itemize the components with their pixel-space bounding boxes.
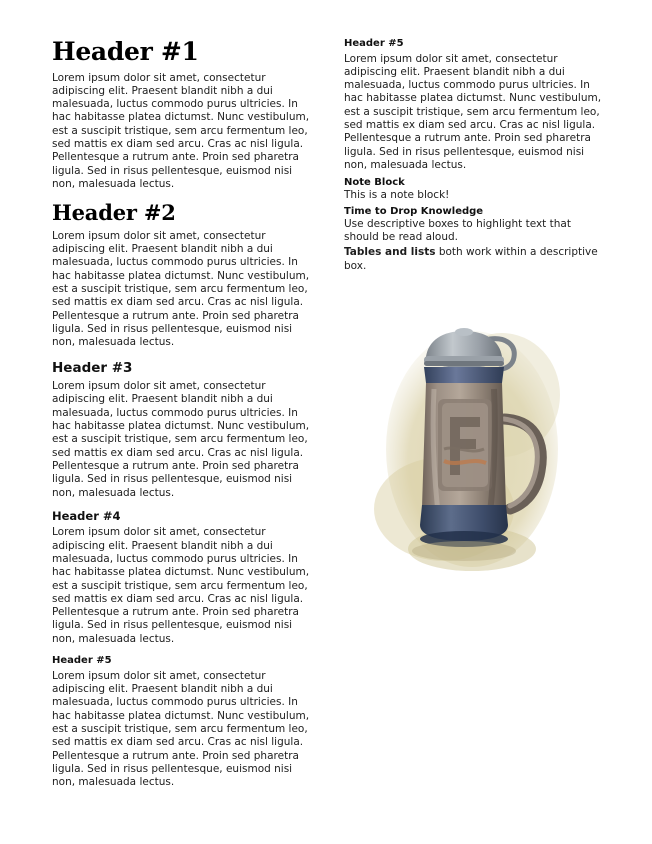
descriptive-block-bold-lead: Tables and lists [344, 246, 436, 259]
heading-2: Header #2 [52, 200, 176, 226]
two-column-layout [52, 38, 608, 814]
descriptive-block-rest: both work within a descriptive box. [344, 246, 598, 272]
beer-stein-illustration [344, 299, 608, 599]
descriptive-block-title: Time to Drop Knowledge [344, 205, 484, 217]
paragraph-5: Lorem ipsum dolor sit amet, consectetur adipiscing elit. Praesent blandit nibh a dui malesuada, luctus commodo purus ultricies. In hac habitasse platea dictumst. Nunc vestibulum, est a suscipit tristique, sem arcu fermentum leo, sed mattis ex diam sed arcu. Cras ac nisl ligula. Pellentesque a rutrum ante. Proin sed pharetra ligula. Sed in risus pellentesque, euismod nisi non, malesuada lectus. [52, 669, 310, 789]
right-heading-5: Header #5 [344, 38, 404, 49]
page-title: Header #1 [52, 37, 199, 66]
heading-5: Header #5 [52, 655, 112, 667]
right-column [344, 38, 608, 814]
heading-4: Header #4 [52, 508, 121, 523]
descriptive-block-text: Use descriptive boxes to highlight text that should be read aloud. [344, 217, 571, 244]
paragraph-2: Lorem ipsum dolor sit amet, consectetur adipiscing elit. Praesent blandit nibh a dui malesuada, luctus commodo purus ultricies. In hac habitasse platea dictumst. Nunc vestibulum, est a suscipit tristique, sem arcu fermentum leo, sed mattis ex diam sed arcu. Cras ac nisl ligula. Pellentesque a rutrum ante. Proin sed pharetra ligula. Sed in risus pellentesque, euismod nisi non, malesuada lectus. [52, 229, 310, 349]
note-block-title: Note Block [344, 177, 405, 189]
left-column [52, 38, 316, 814]
paragraph-3: Lorem ipsum dolor sit amet, consectetur adipiscing elit. Praesent blandit nibh a dui malesuada, luctus commodo purus ultricies. In hac habitasse platea dictumst. Nunc vestibulum, est a suscipit tristique, sem arcu fermentum leo, sed mattis ex diam sed arcu. Cras ac nisl ligula. Pellentesque a rutrum ante. Proin sed pharetra ligula. Sed in risus pellentesque, euismod nisi non, malesuada lectus. [52, 380, 310, 499]
heading-3: Header #3 [52, 359, 133, 376]
right-paragraph: Lorem ipsum dolor sit amet, consectetur adipiscing elit. Praesent blandit nibh a dui malesuada, luctus commodo purus ultricies. In hac habitasse platea dictumst. Nunc vestibulum, est a suscipit tristique, sem arcu fermentum leo, sed mattis ex diam sed arcu. Cras ac nisl ligula. Pellentesque a rutrum ante. Proin sed pharetra ligula. Sed in risus pellentesque, euismod nisi non, malesuada lectus. [344, 52, 602, 172]
note-block-text: This is a note block! [344, 189, 450, 202]
paragraph-4: Lorem ipsum dolor sit amet, consectetur adipiscing elit. Praesent blandit nibh a dui malesuada, luctus commodo purus ultricies. In hac habitasse platea dictumst. Nunc vestibulum, est a suscipit tristique, sem arcu fermentum leo, sed mattis ex diam sed arcu. Cras ac nisl ligula. Pellentesque a rutrum ante. Proin sed pharetra ligula. Sed in risus pellentesque, euismod nisi non, malesuada lectus. [52, 526, 310, 645]
descriptive-block-list-note [344, 246, 608, 273]
paragraph-1: Lorem ipsum dolor sit amet, consectetur adipiscing elit. Praesent blandit nibh a dui malesuada, luctus commodo purus ultricies. In hac habitasse platea dictumst. Nunc vestibulum, est a suscipit tristique, sem arcu fermentum leo, sed mattis ex diam sed arcu. Cras ac nisl ligula. Pellentesque a rutrum ante. Proin sed pharetra ligula. Sed in risus pellentesque, euismod nisi non, malesuada lectus. [52, 71, 310, 191]
